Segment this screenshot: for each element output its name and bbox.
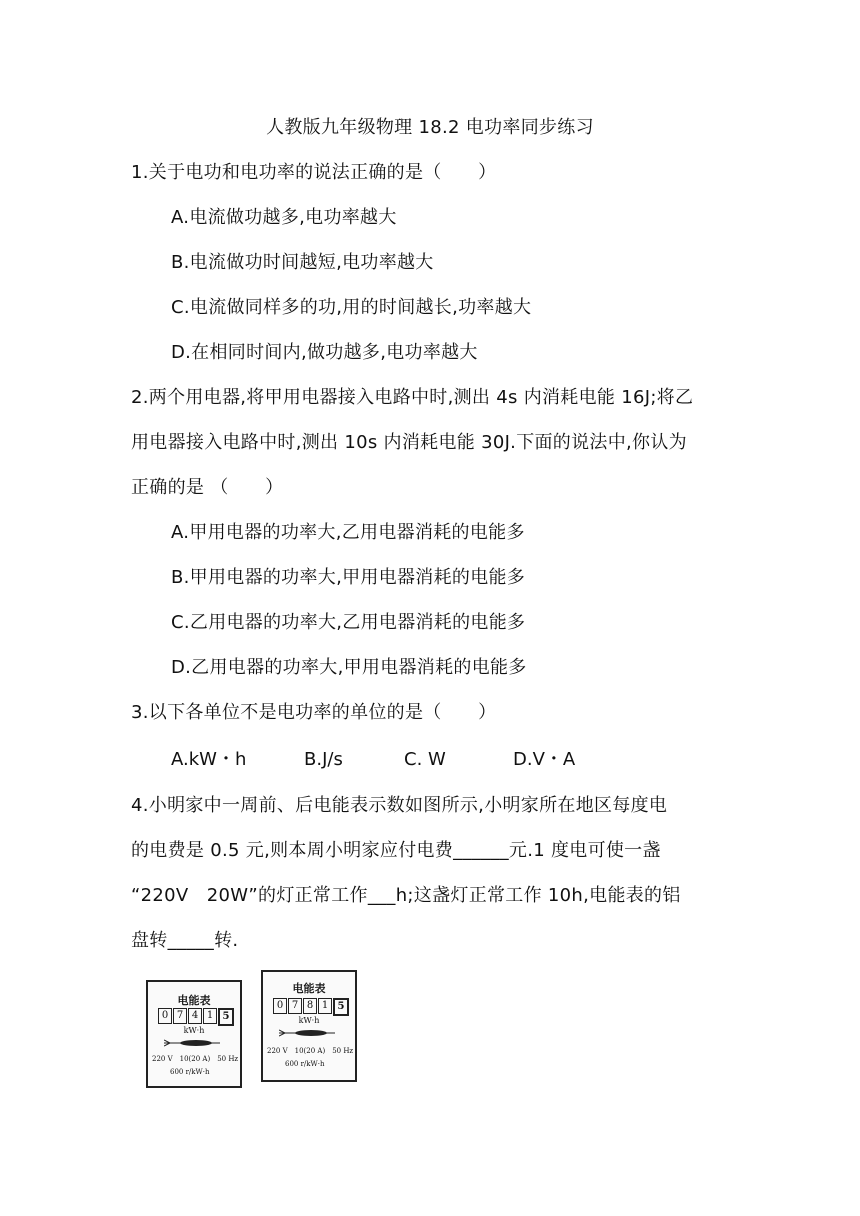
option-d: D.V・A [513, 749, 576, 770]
question-stem-line: 4.小明家中一周前、后电能表示数如图所示,小明家所在地区每度电 [131, 795, 668, 816]
option-a: A.kW・h [171, 749, 247, 770]
option-d: D.在相同时间内,做功越多,电功率越大 [171, 342, 478, 363]
meter-digit-decimal: 5 [218, 1008, 234, 1026]
question-stem-line: “220V 20W”的灯正常工作___h;这盏灯正常工作 10h,电能表的铝 [131, 885, 681, 906]
page-title: 人教版九年级物理 18.2 电功率同步练习 [266, 117, 594, 138]
meter-digit: 7 [173, 1008, 187, 1024]
meter-digits [273, 998, 350, 1016]
meter-rotor-icon [279, 1028, 335, 1038]
question-stem-line: 正确的是 （ ） [131, 477, 284, 498]
option-c: C.电流做同样多的功,用的时间越长,功率越大 [171, 297, 532, 318]
meter-spec: 220 V 10(20 A) 50 Hz [152, 1055, 239, 1063]
question-stem-line: 的电费是 0.5 元,则本周小明家应付电费______元.1 度电可使一盏 [131, 840, 661, 861]
meter-rotor-icon [164, 1038, 220, 1048]
meter-digit: 1 [318, 998, 332, 1014]
option-c: C. W [404, 749, 446, 770]
meter-digit: 7 [288, 998, 302, 1014]
meter-rate: 600 r/kW·h [285, 1060, 325, 1068]
question-stem: 3.以下各单位不是电功率的单位的是（ ） [131, 702, 497, 723]
question-stem: 1.关于电功和电功率的说法正确的是（ ） [131, 162, 497, 183]
meter-digit-decimal: 5 [333, 998, 349, 1016]
option-a: A.电流做功越多,电功率越大 [171, 207, 397, 228]
question-stem-line: 用电器接入电路中时,测出 10s 内消耗电能 30J.下面的说法中,你认为 [131, 432, 687, 453]
option-b: B.甲用电器的功率大,甲用电器消耗的电能多 [171, 567, 526, 588]
energy-meter-before [146, 980, 242, 1088]
meter-label: 电能表 [177, 994, 211, 1007]
meter-unit: kW·h [183, 1026, 205, 1035]
meter-digit: 0 [158, 1008, 172, 1024]
option-b: B.J/s [304, 749, 343, 770]
option-a: A.甲用电器的功率大,乙用电器消耗的电能多 [171, 522, 525, 543]
meter-digit: 8 [303, 998, 317, 1014]
option-c: C.乙用电器的功率大,乙用电器消耗的电能多 [171, 612, 526, 633]
meter-digit: 1 [203, 1008, 217, 1024]
question-stem-line: 盘转_____转. [131, 930, 239, 951]
meter-unit: kW·h [298, 1016, 320, 1025]
question-stem-line: 2.两个用电器,将甲用电器接入电路中时,测出 4s 内消耗电能 16J;将乙 [131, 387, 694, 408]
meter-spec: 220 V 10(20 A) 50 Hz [267, 1047, 354, 1055]
option-d: D.乙用电器的功率大,甲用电器消耗的电能多 [171, 657, 527, 678]
energy-meter-after [261, 970, 357, 1082]
meter-digit: 4 [188, 1008, 202, 1024]
option-b: B.电流做功时间越短,电功率越大 [171, 252, 434, 273]
meter-label: 电能表 [292, 982, 326, 995]
meter-digits [158, 1008, 235, 1026]
meter-rate: 600 r/kW·h [170, 1068, 210, 1076]
meter-digit: 0 [273, 998, 287, 1014]
